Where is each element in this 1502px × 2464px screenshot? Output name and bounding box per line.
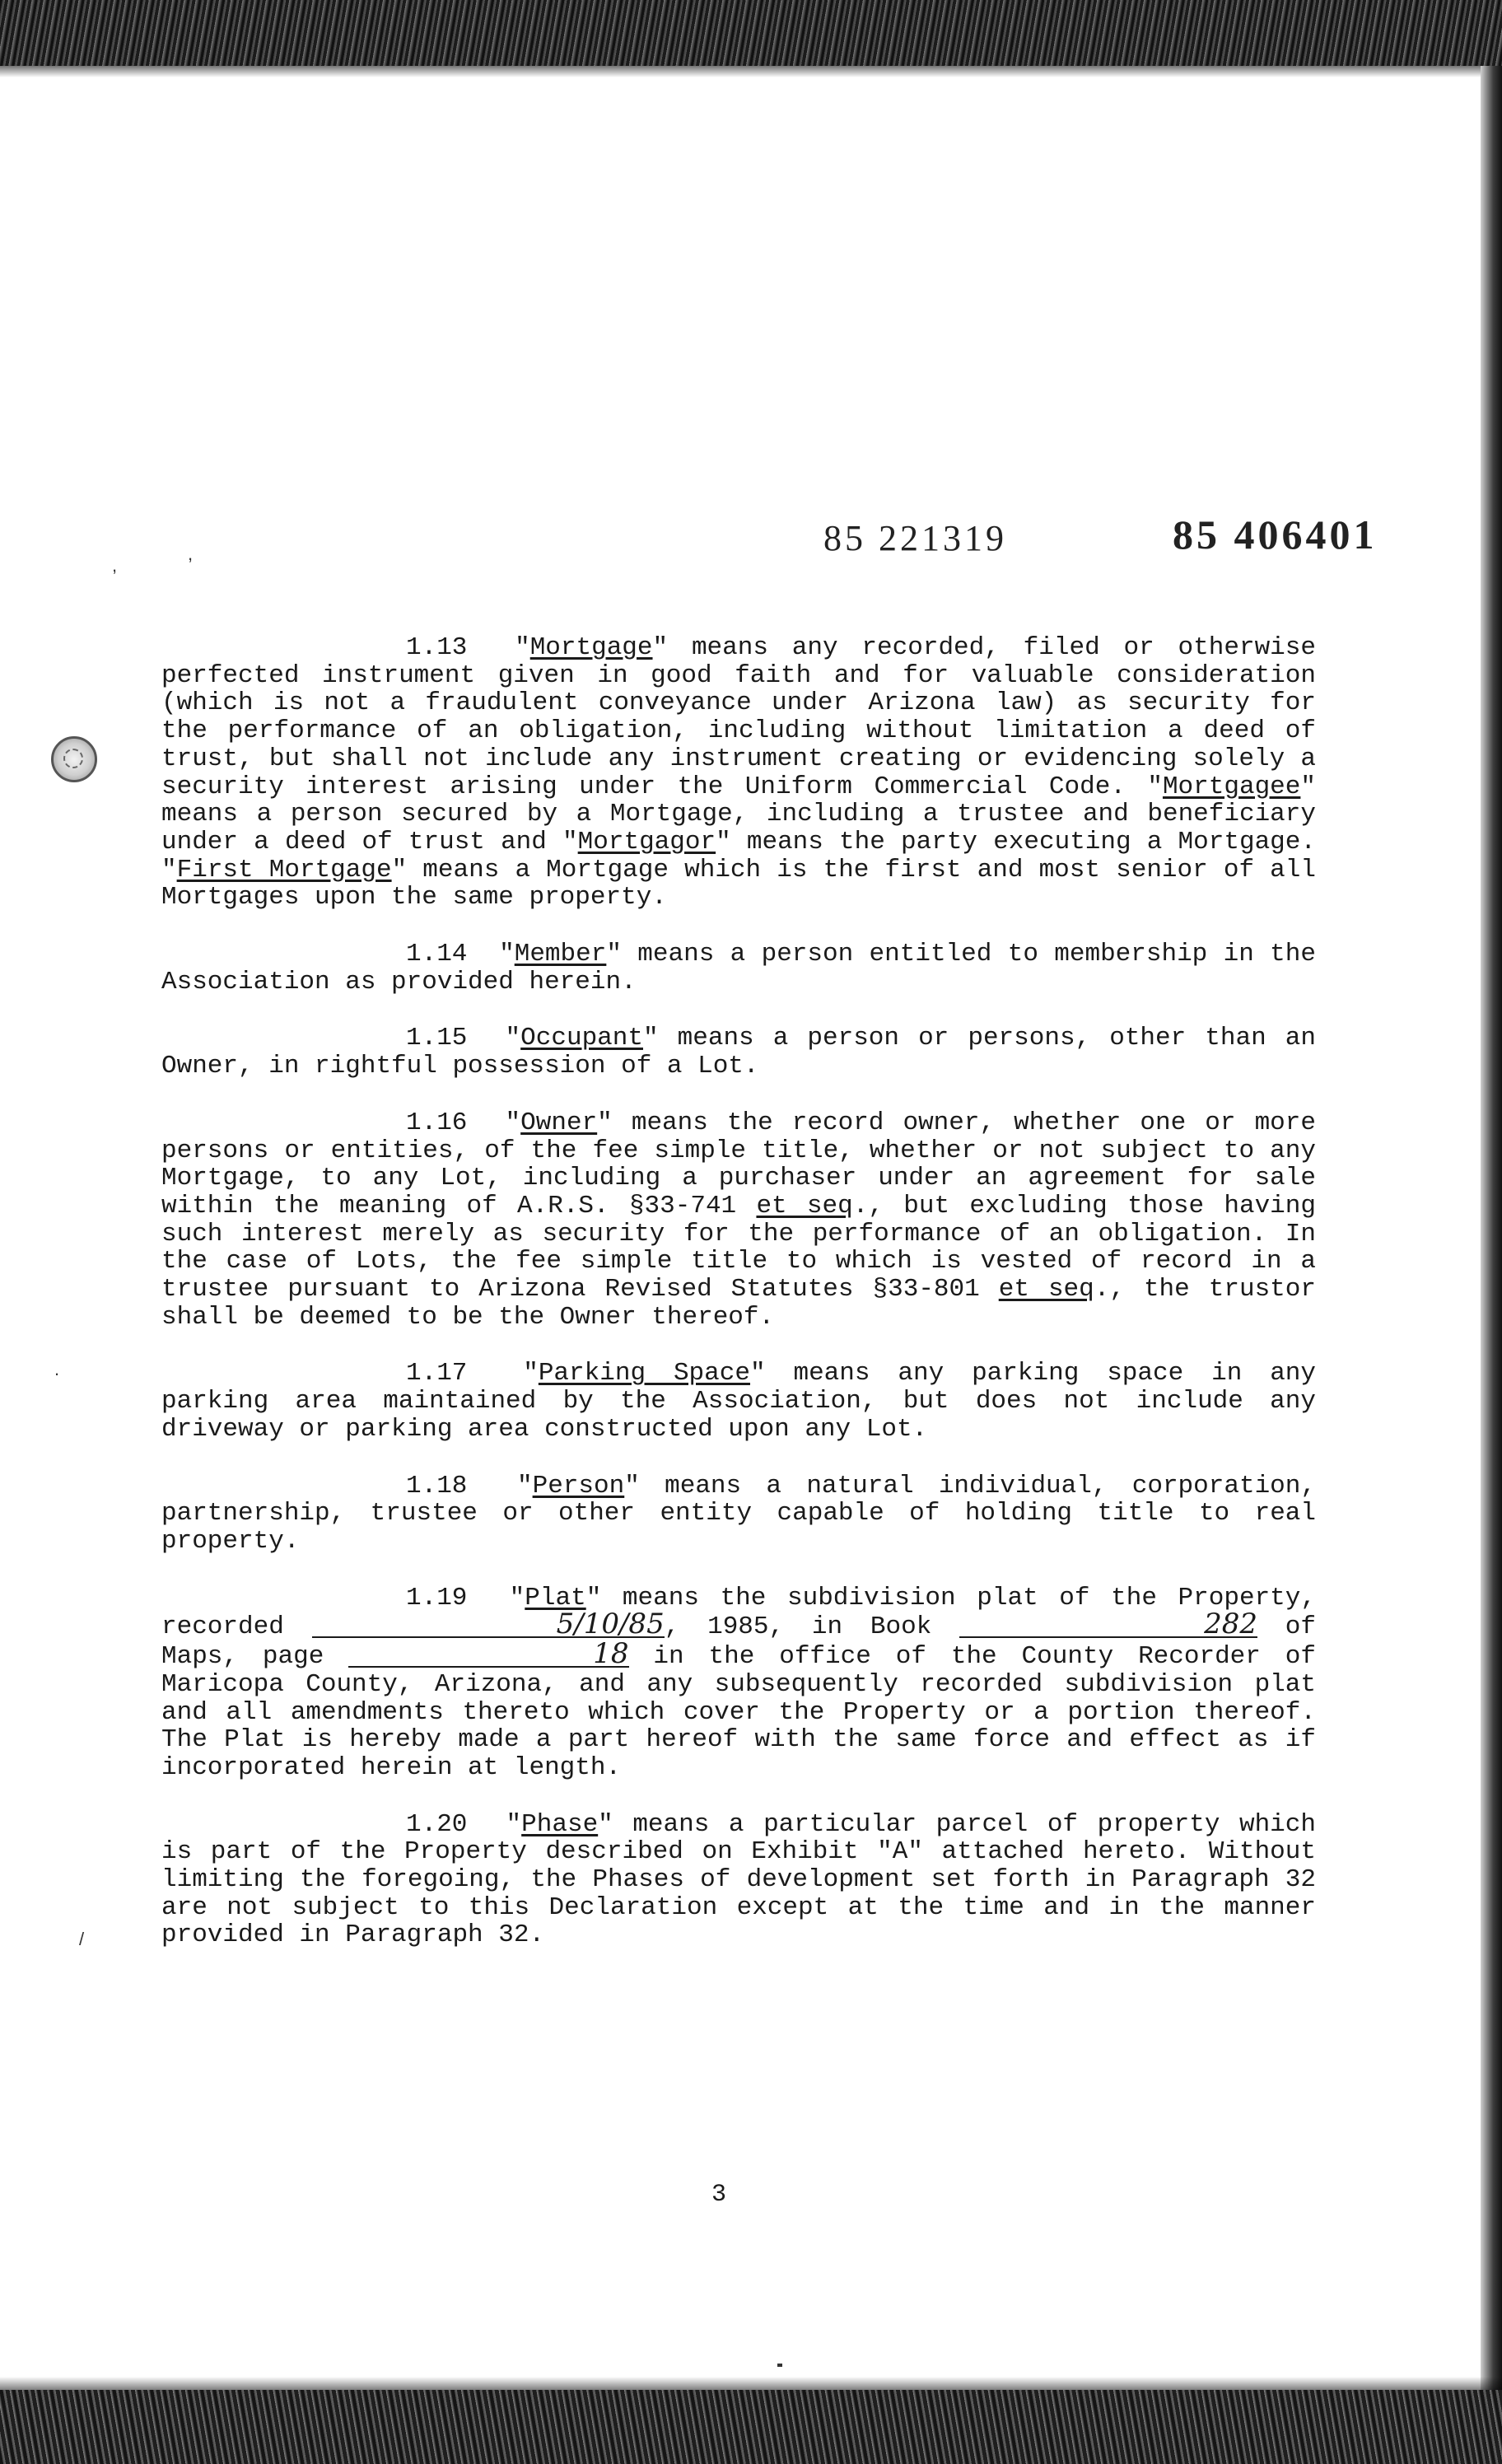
margin-tick-mark: / [79, 1929, 85, 1949]
paragraph-text: in the office of the County Recorder of Maricopa County, Arizona, and any subsequently recorded subdivision plat and all amendments thereto which cover the Property or a portion thereof. The Plat is hereby made a part hereof with the same force and effect as if incorporated herein at length. [161, 1642, 1316, 1782]
paragraph-text: ., the trustor shall be deemed to be the Owner thereof. [161, 1275, 1316, 1332]
section-number: 1.15 [406, 1024, 468, 1053]
paragraph-text: of Maps, page [161, 1612, 1316, 1672]
paragraph-text: " means a particular parcel of property which is part of the Property described on Exhibit "A" attached hereto. Without limiting the foregoing, the Phases of development set forth in Paragraph 32 are not subject to this Declaration except at the time and in the manner provided in Paragraph 32. [161, 1809, 1316, 1950]
defined-term: Occupant [520, 1024, 643, 1053]
paragraph-text: " means a person or persons, other than an Owner, in rightful possession of a Lot. [161, 1024, 1316, 1081]
paragraph-text: " [499, 940, 515, 969]
recording-number-left: 85 221319 [823, 518, 1007, 558]
paragraph-text: , 1985, in Book [664, 1612, 960, 1642]
handwritten-book: 282 [959, 1612, 1257, 1638]
section-number: 1.13 [406, 633, 468, 662]
defined-term: Phase [521, 1809, 599, 1839]
handwritten-page: 18 [348, 1641, 628, 1668]
paragraph-text: " means a person entitled to membership in the Association as provided herein. [161, 940, 1316, 996]
defined-term: Mortgagor [577, 827, 716, 856]
paragraph-text: " means the party executing a Mortgage. " [161, 827, 1316, 884]
paragraph-text: " means a natural individual, corporation, partnership, trustee or other entity capable of holding title to real property. [161, 1471, 1316, 1556]
paragraph-text: " [506, 1809, 522, 1839]
defined-term: Mortgagee [1162, 772, 1301, 801]
margin-tick-mark: , [188, 544, 194, 564]
scan-border-right [1481, 66, 1502, 2390]
paragraph-text: " [515, 633, 530, 662]
defined-term: Mortgage [529, 633, 653, 662]
defined-term: et seq [756, 1191, 853, 1220]
section-number: 1.14 [406, 940, 468, 969]
defined-term: et seq [998, 1275, 1094, 1304]
defined-term: Member [514, 940, 607, 969]
section-number: 1.18 [406, 1471, 468, 1500]
defined-term: Plat [525, 1583, 586, 1612]
margin-tick-mark: , [112, 555, 118, 576]
scan-speck [777, 2364, 782, 2367]
definition-paragraph [161, 1811, 1316, 1950]
paragraph-text: " [523, 1359, 539, 1388]
paragraph-text: ., but excluding those having such interest merely as security for the performance of an obligation. In the case of Lots, the fee simple title to which is vested of record in a trustee pursuant to Arizona Revised Statutes §33-801 [161, 1191, 1316, 1304]
paragraph-text: " [505, 1108, 521, 1137]
paragraph-text: " means a person secured by a Mortgage, including a trustee and beneficiary under a deed of trust and " [161, 772, 1316, 856]
paragraph-text: " [509, 1583, 525, 1612]
definition-paragraph [161, 1109, 1316, 1332]
definition-paragraph [161, 1024, 1316, 1080]
paragraph-text: " means a Mortgage which is the first and most senior of all Mortgages upon the same property. [161, 855, 1316, 912]
definition-paragraph [161, 1360, 1316, 1443]
definitions-body [161, 634, 1316, 1978]
definition-paragraph [161, 1472, 1316, 1556]
recording-number-right: 85 406401 [1173, 511, 1378, 558]
section-number: 1.17 [406, 1359, 468, 1388]
paragraph-text: " means the subdivision plat of the Property, recorded [161, 1583, 1316, 1642]
defined-term: Parking Space [538, 1359, 750, 1388]
defined-term: Person [532, 1471, 625, 1500]
definition-paragraph [161, 940, 1316, 996]
definition-paragraph [161, 1584, 1316, 1782]
scan-border-bottom [0, 2390, 1502, 2464]
page-number: 3 [711, 2181, 727, 2209]
definition-paragraph [161, 634, 1316, 912]
scan-border-top [0, 0, 1502, 66]
section-number: 1.20 [406, 1809, 468, 1839]
paragraph-text: " means any recorded, filed or otherwise perfected instrument given in good faith and for valuable consideration (which is not a fraudulent conveyance under Arizona law) as security for the performance of an obligation, including without limitation a deed of trust, but shall not include any instrument creating or evidencing solely a security interest arising under the Uniform Commercial Code. " [161, 633, 1316, 801]
defined-term: Owner [520, 1108, 598, 1137]
section-number: 1.16 [406, 1108, 468, 1137]
handwritten-date: 5/10/85 [312, 1612, 665, 1638]
punch-hole-mark [51, 736, 97, 782]
margin-tick-mark: . [54, 1359, 60, 1379]
paragraph-text: " means the record owner, whether one or more persons or entities, of the fee simple title, whether or not subject to any Mortgage, to any Lot, including a purchaser under an agreement for sale within the meaning of A.R.S. §33-741 [161, 1108, 1316, 1220]
paragraph-text: " [517, 1471, 533, 1500]
paragraph-text: " [505, 1024, 521, 1053]
defined-term: First Mortgage [176, 855, 392, 884]
paragraph-text: " means any parking space in any parking area maintained by the Association, but does not include any driveway or parking area constructed upon any Lot. [161, 1359, 1317, 1444]
section-number: 1.19 [406, 1583, 468, 1612]
